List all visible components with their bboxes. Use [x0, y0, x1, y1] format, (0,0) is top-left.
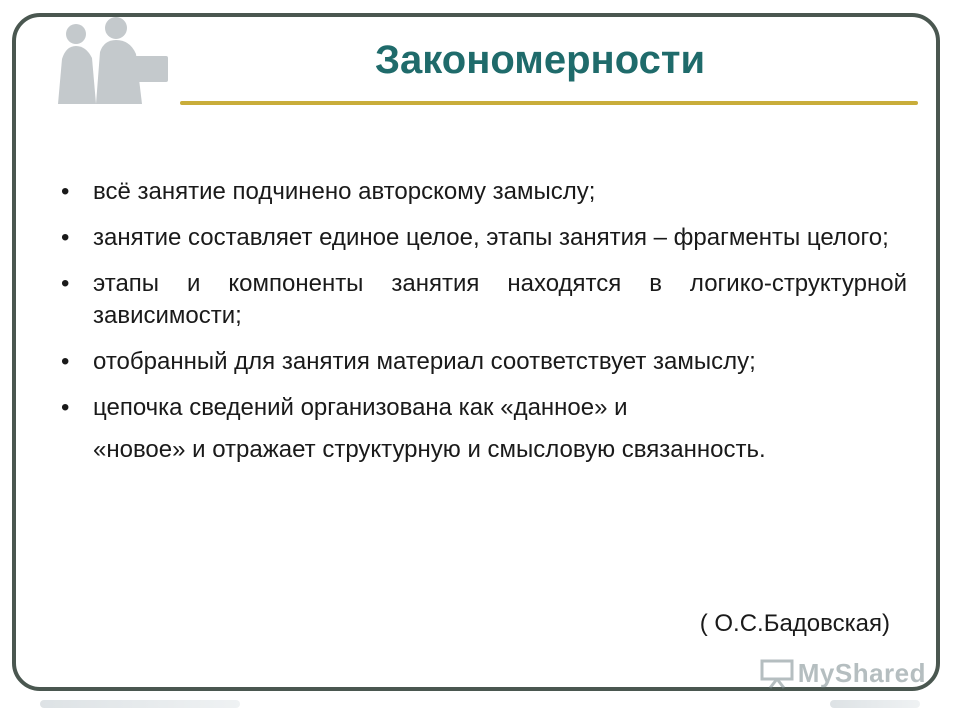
- bullet-item: • всё занятие подчинено авторскому замыслу;: [55, 176, 907, 208]
- footer-text-left: [40, 700, 240, 708]
- bullet-item: • этапы и компоненты занятия находятся в логико-структурной зависимости;: [55, 268, 907, 332]
- watermark: [760, 658, 926, 689]
- bullet-list: [55, 176, 907, 424]
- bullet-item: • занятие составляет единое целое, этапы занятия – фрагменты целого;: [55, 222, 907, 254]
- business-people-icon: [38, 14, 178, 104]
- presentation-board-icon: [760, 659, 794, 689]
- footer-text-right: [830, 700, 920, 708]
- bullet-item: • отобранный для занятия материал соответствует замыслу;: [55, 346, 907, 378]
- attribution: ( О.С.Бадовская): [699, 610, 890, 637]
- bullet-item: • цепочка сведений организована как «данное» и: [55, 392, 907, 424]
- title-underline: [180, 101, 918, 105]
- bullet-continuation: «новое» и отражает структурную и смысловую связанность.: [93, 436, 766, 463]
- watermark-text: MyShared: [797, 658, 926, 688]
- slide-title: Закономерности: [374, 38, 706, 82]
- slide-content: [55, 176, 907, 466]
